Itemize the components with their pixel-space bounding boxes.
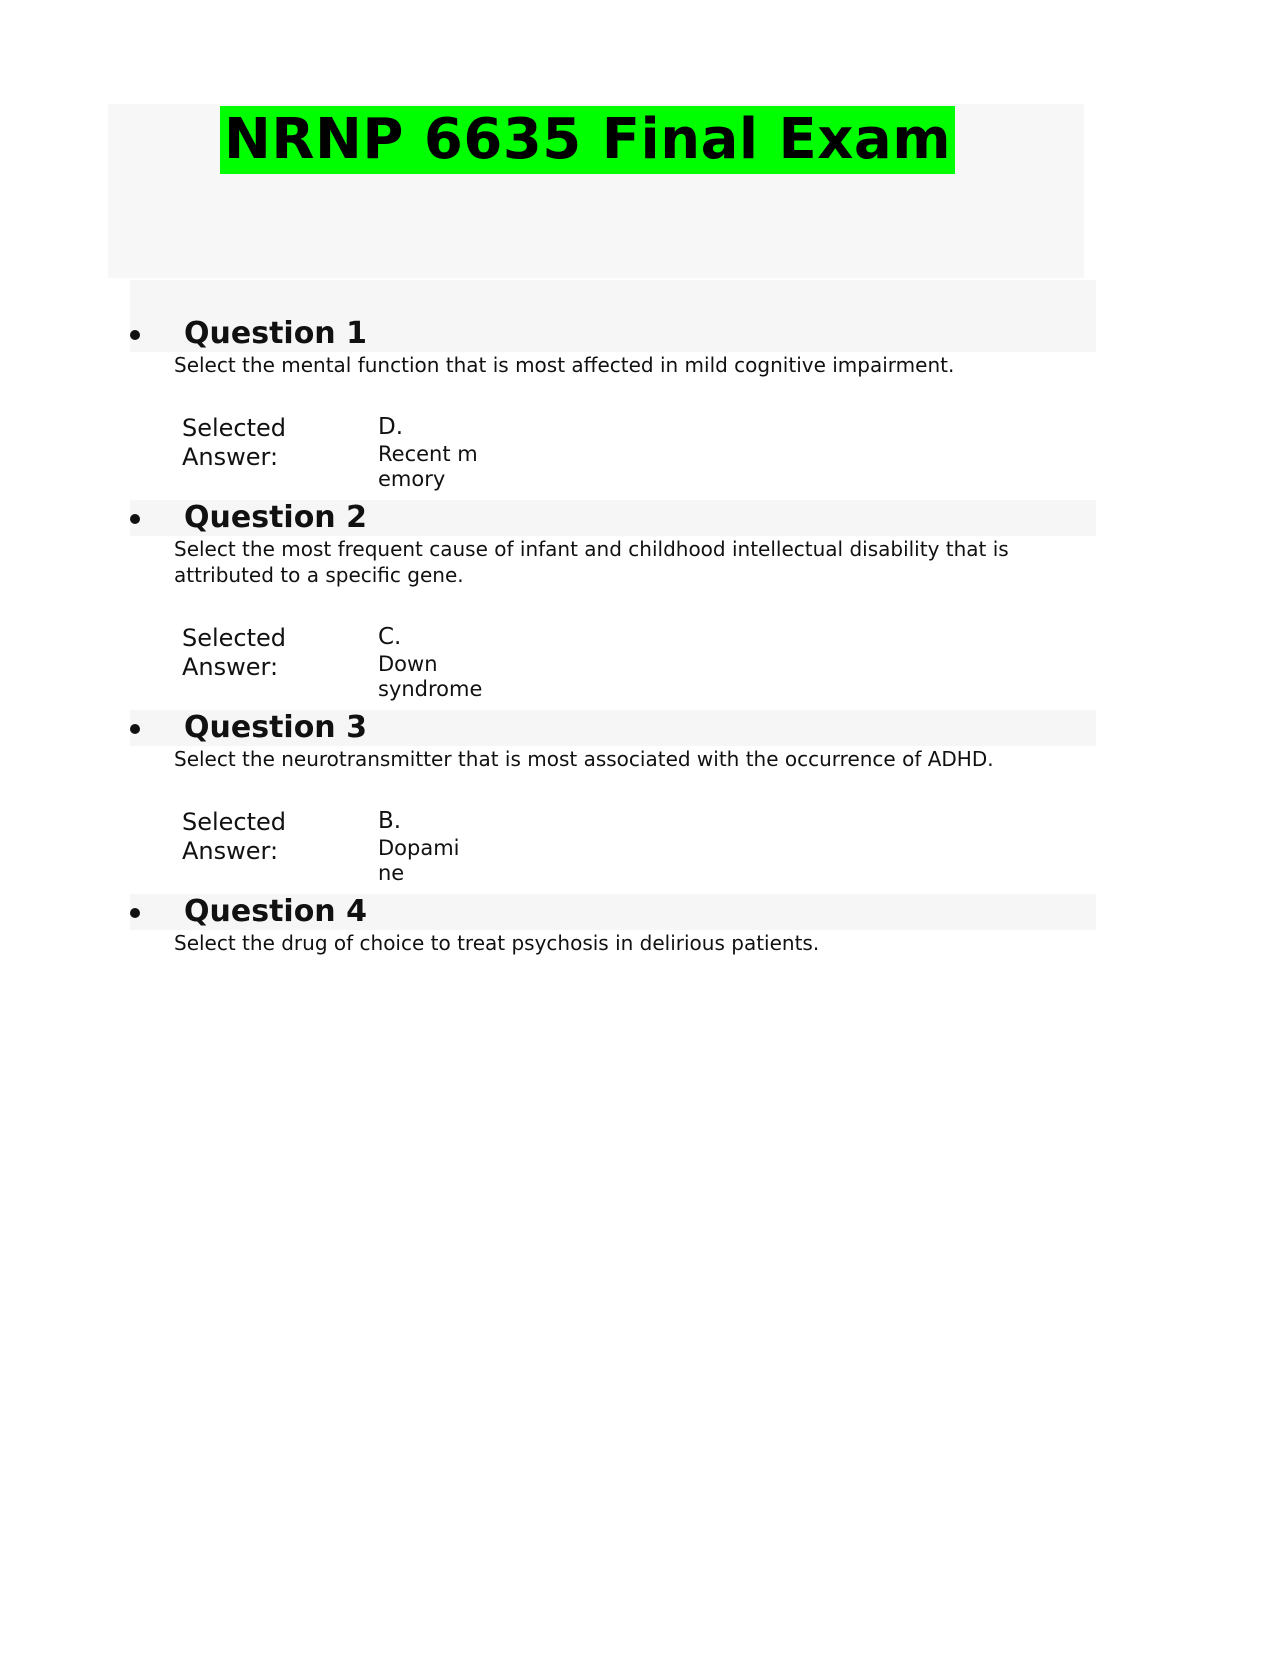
selected-answer: [182, 806, 1096, 894]
question-header: [130, 500, 1096, 536]
bullet-icon: [130, 330, 140, 340]
answer-label-line1: Selected: [182, 624, 287, 652]
selected-answer: [182, 412, 1096, 500]
question-text: Select the most frequent cause of infant and childhood intellectual disability that is attributed to a specific gene.: [174, 537, 1009, 587]
question-4: [130, 894, 1096, 956]
question-1: [130, 280, 1096, 500]
answer-value: [378, 412, 488, 492]
answer-letter: C.: [378, 624, 402, 650]
bullet-icon: [130, 908, 140, 918]
question-title: Question 1: [184, 316, 367, 351]
document-title: NRNP 6635 Final Exam: [220, 106, 955, 174]
answer-label-line2: Answer:: [182, 837, 279, 865]
answer-text: Recent memory: [378, 442, 478, 491]
answer-value: [378, 622, 498, 702]
question-text: Select the mental function that is most affected in mild cognitive impairment.: [174, 353, 955, 377]
answer-label-line1: Selected: [182, 414, 287, 442]
bullet-icon: [130, 724, 140, 734]
question-title: Question 3: [184, 710, 367, 745]
question-title: Question 4: [184, 894, 367, 929]
bullet-icon: [130, 514, 140, 524]
answer-label-line1: Selected: [182, 808, 287, 836]
answer-label-line2: Answer:: [182, 443, 279, 471]
question-text: Select the neurotransmitter that is most associated with the occurrence of ADHD.: [174, 747, 994, 771]
question-2: [130, 500, 1096, 710]
question-text: Select the drug of choice to treat psychosis in delirious patients.: [174, 931, 820, 955]
answer-text: Dopamine: [378, 836, 460, 885]
answer-label: [182, 806, 378, 886]
selected-answer: [182, 622, 1096, 710]
answer-label-line2: Answer:: [182, 653, 279, 681]
question-3: [130, 710, 1096, 894]
question-list: [130, 280, 1096, 956]
question-header: [130, 710, 1096, 746]
question-header: [130, 280, 1096, 352]
question-title: Question 2: [184, 500, 367, 535]
answer-label: [182, 622, 378, 702]
answer-letter: D.: [378, 414, 404, 440]
answer-letter: B.: [378, 808, 402, 834]
question-header: [130, 894, 1096, 930]
answer-value: [378, 806, 462, 886]
answer-text: Down syndrome: [378, 652, 483, 701]
answer-label: [182, 412, 378, 492]
